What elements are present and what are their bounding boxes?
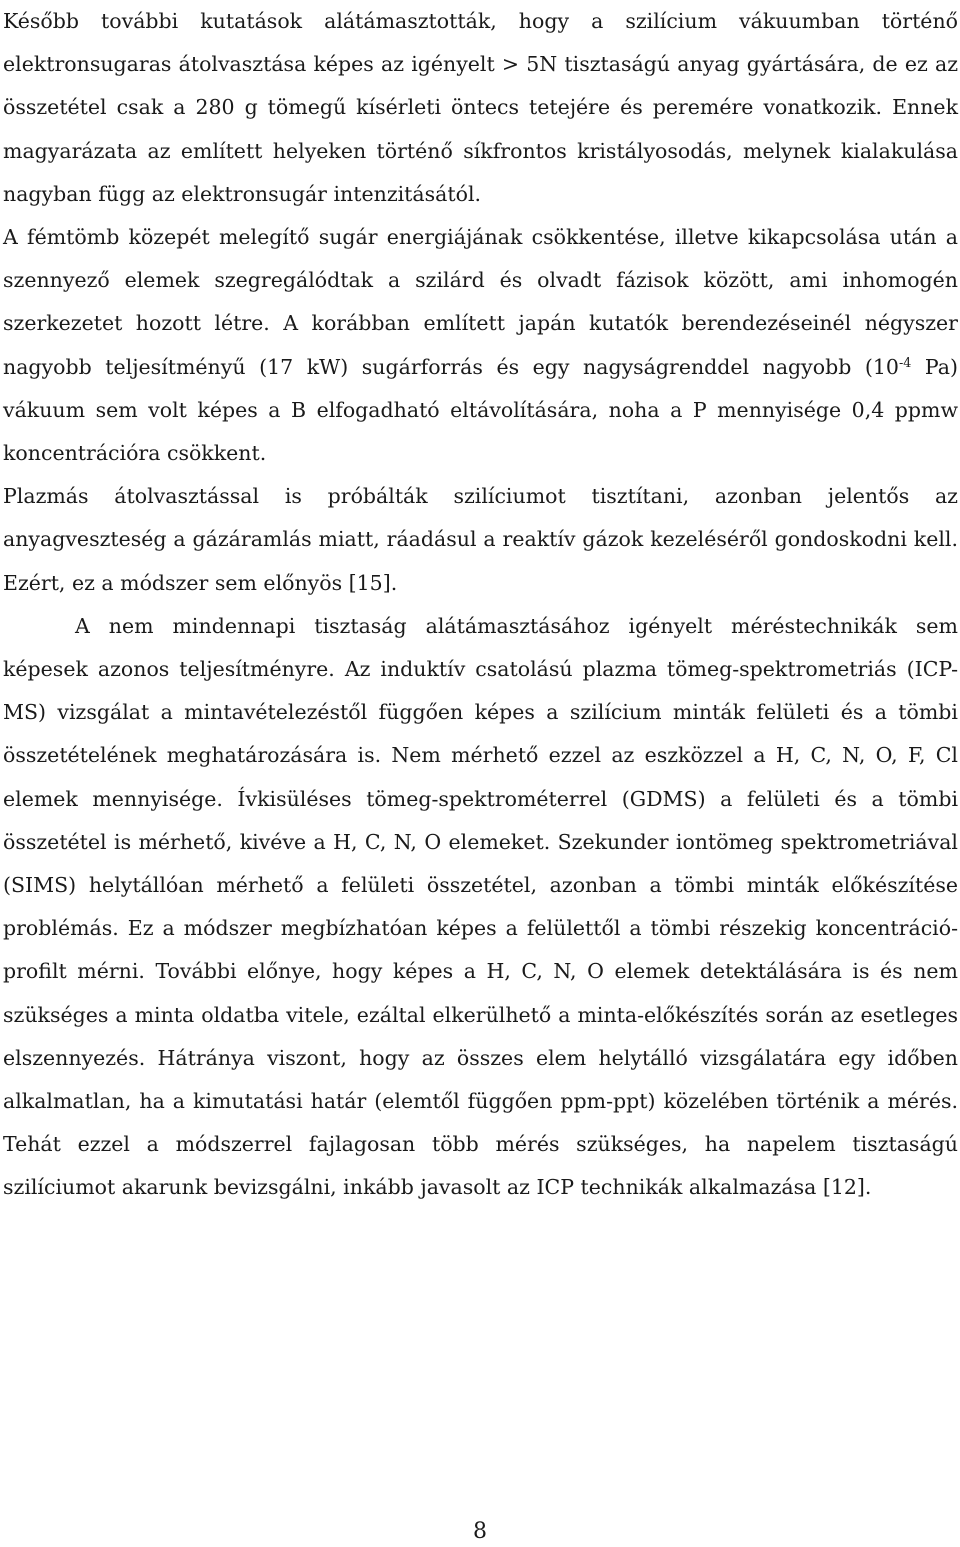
paragraph-3: Plazmás átolvasztással is próbálták szilíciumot tisztítani, azonban jelentős az anyagveszteség a gázáramlás miatt, ráadásul a reaktív gázok kezeléséről gondoskodni kell. Ezért, ez a módszer sem előnyös [15].: [3, 484, 958, 595]
paragraph-1: Később további kutatások alátámasztották, hogy a szilícium vákuumban történő elektronsugaras átolvasztása képes az igényelt > 5N tisztaságú anyag gyártására, de ez az összetétel csak a 280 g tömegű kísérleti öntecs tetejére és peremére vonatkozik. Ennek magyarázata az említett helyeken történő síkfrontos kristályosodás, melynek kialakulása nagyban függ az elektronsugár intenzitásától.: [3, 9, 958, 206]
body-text: [3, 0, 958, 1210]
paragraph-4: A nem mindennapi tisztaság alátámasztásához igényelt méréstechnikák sem képesek azonos teljesítményre. Az induktív csatolású plazma tömeg-spektrometriás (ICP-MS) vizsgálat a mintavételezéstől függően képes a szilícium minták felületi és a tömbi összetételének meghatározására is. Nem mérhető ezzel az eszközzel a H, C, N, O, F, Cl elemek mennyisége. Ívkisüléses tömeg-spektrométerrel (GDMS) a felületi és a tömbi összetétel is mérhető, kivéve a H, C, N, O elemeket. Szekunder iontömeg spektrometriával (SIMS) helytállóan mérhető a felületi összetétel, azonban a tömbi minták előkészítése problémás. Ez a módszer megbízhatóan képes a felülettől a tömbi részekig koncentráció-profilt mérni. További előnye, hogy képes a H, C, N, O elemek detektálására is és nem szükséges a minta oldatba vitele, ezáltal elkerülhető a minta-előkészítés során az esetleges elszennyezés. Hátránya viszont, hogy az összes elem helytálló vizsgálatára egy időben alkalmatlan, ha a kimutatási határ (elemtől függően ppm-ppt) közelében történik a mérés. Tehát ezzel a módszerrel fajlagosan több mérés szükséges, ha napelem tisztaságú szilíciumot akarunk bevizsgálni, inkább javasolt az ICP technikák alkalmazása [12].: [3, 613, 958, 1200]
paragraph-2-text-end: Pa) vákuum sem volt képes a B elfogadható eltávolítására, noha a P mennyisége 0,4 ppmw koncentrációra csökkent.: [3, 354, 958, 466]
paragraph-2-text-start: A fémtömb közepét melegítő sugár energiájának csökkentése, illetve kikapcsolása után a szennyező elemek szegregálódtak a szilárd és olvadt fázisok között, ami inhomogén szerkezetet hozott létre. A korábban említett japán kutatók berendezéseinél négyszer nagyobb teljesítményű (17 kW) sugárforrás és egy nagyságrenddel nagyobb (10: [3, 225, 958, 379]
exponent-superscript: -4: [898, 354, 912, 370]
page-number: 8: [473, 1519, 487, 1544]
paragraph-2: [3, 216, 958, 475]
